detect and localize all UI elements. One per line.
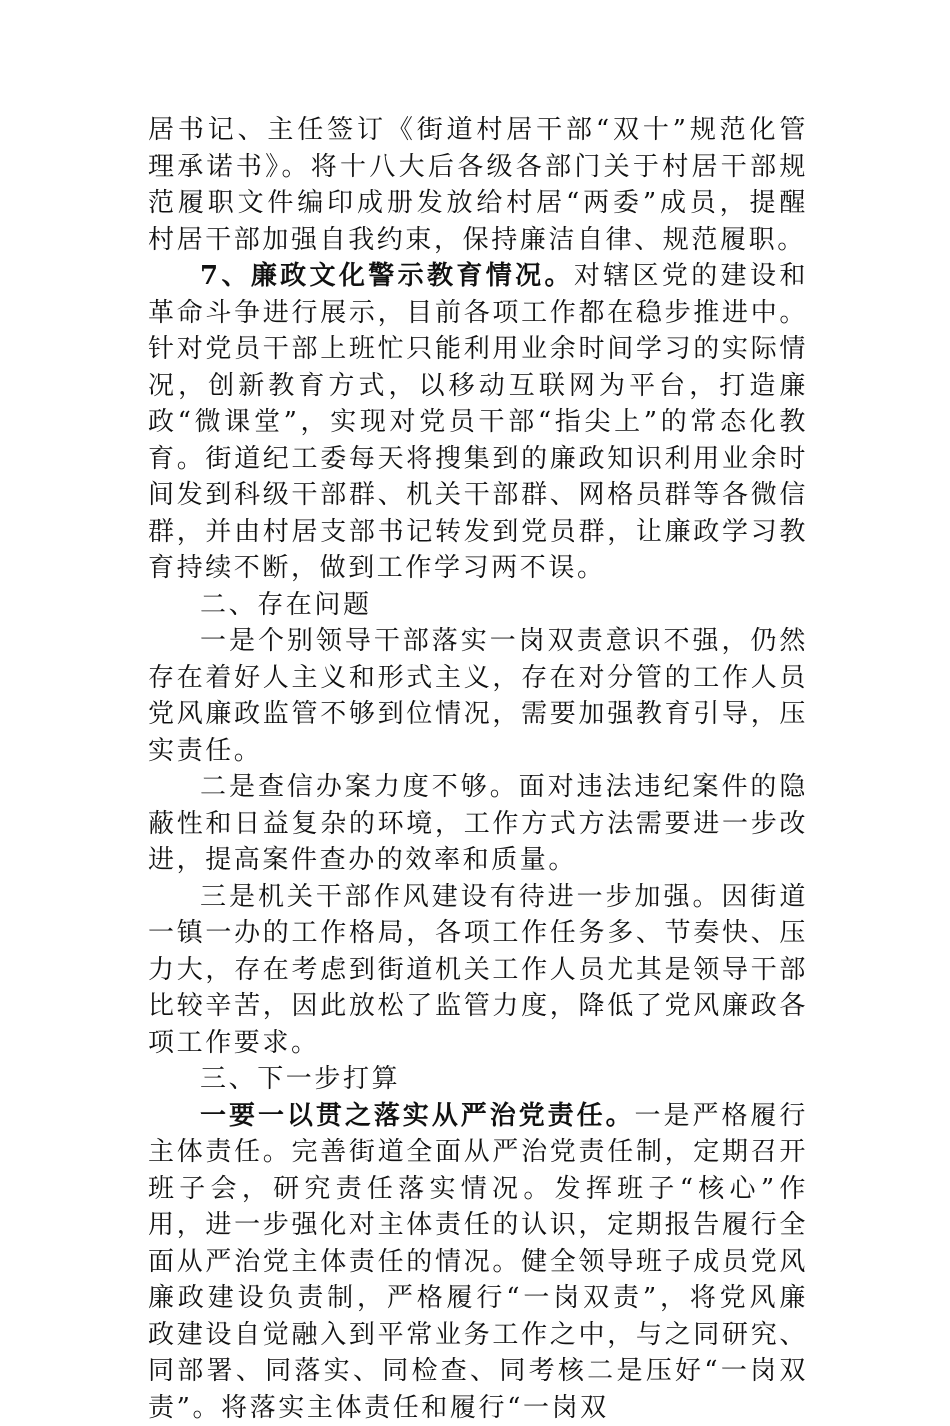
paragraph-problem-1 — [148, 623, 808, 769]
paragraph-lead: 一要一以贯之落实从严治党责任。 — [200, 1101, 635, 1131]
heading-text: 二、存在问题 — [200, 590, 372, 620]
paragraph-problem-2 — [148, 769, 808, 879]
paragraph-text: 对辖区党的建设和革命斗争进行展示，目前各项工作都在稳步推进中。针对党员干部上班忙只能利用业余时间学习的实际情况，创新教育方式，以移动互联网为平台，打造廉政“微课堂”，实现对党员干部“指尖上”的常态化教育。街道纪工委每天将搜集到的廉政知识利用业余时间发到科级干部群、机关干部群、网格员群等各微信群，并由村居支部书记转发到党员群，让廉政学习教育持续不断，做到工作学习两不误。 — [148, 261, 808, 583]
paragraph-text: 一是个别领导干部落实一岗双责意识不强，仍然存在着好人主义和形式主义，存在对分管的工作人员党风廉政监管不够到位情况，需要加强教育引导，压实责任。 — [148, 626, 808, 766]
heading-text: 三、下一步打算 — [200, 1064, 400, 1094]
paragraph-text: 一是严格履行主体责任。完善街道全面从严治党责任制，定期召开班子会，研究责任落实情况。发挥班子“核心”作用，进一步强化对主体责任的认识，定期报告履行全面从严治党主体责任的情况。健全领导班子成员党风廉政建设负责制，严格履行“一岗双责”，将党风廉政建设自觉融入到平常业务工作之中，与之同研究、同部署、同落实、同检查、同考核二是压好“一岗双责”。将落实主体责任和履行“一岗双 — [148, 1101, 808, 1423]
paragraph-text: 居书记、主任签订《街道村居干部“双十”规范化管理承诺书》。将十八大后各级各部门关于村居干部规范履职文件编印成册发放给村居“两委”成员，提醒村居干部加强自我约束，保持廉洁自律、规范履职。 — [148, 115, 808, 255]
paragraph-text: 二是查信办案力度不够。面对违法违纪案件的隐蔽性和日益复杂的环境，工作方式方法需要进一步改进，提高案件查办的效率和质量。 — [148, 772, 808, 875]
paragraph-continuation — [148, 112, 808, 258]
section-heading-next-steps — [148, 1061, 808, 1098]
paragraph-item-7 — [148, 258, 808, 587]
section-heading-problems — [148, 587, 808, 624]
paragraph-plan-1 — [148, 1098, 808, 1426]
paragraph-lead: 7、廉政文化警示教育情况。 — [200, 261, 574, 291]
document-body — [148, 112, 808, 1426]
paragraph-problem-3 — [148, 879, 808, 1062]
paragraph-text: 三是机关干部作风建设有待进一步加强。因街道一镇一办的工作格局，各项工作任务多、节奏快、压力大，存在考虑到街道机关工作人员尤其是领导干部比较辛苦，因此放松了监管力度，降低了党风廉政各项工作要求。 — [148, 882, 808, 1058]
